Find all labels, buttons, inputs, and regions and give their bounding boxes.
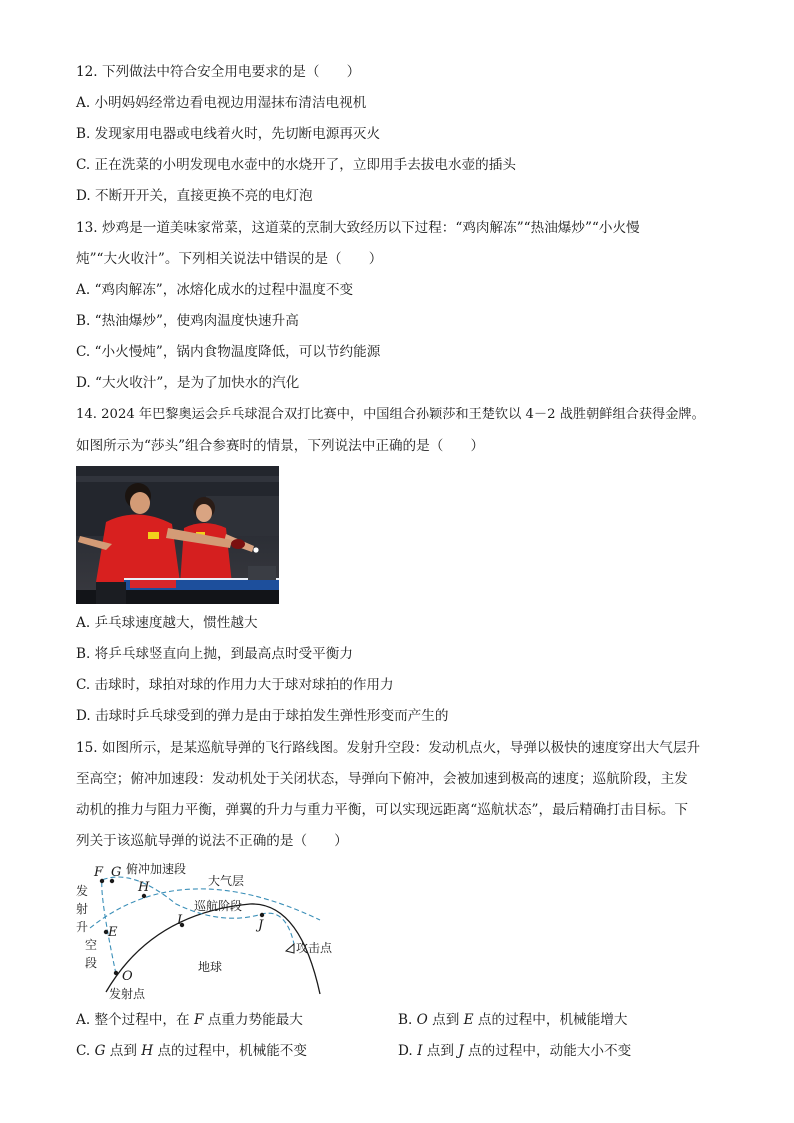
q15-c-post: 点的过程中，机械能不变 bbox=[153, 1043, 307, 1059]
q14-option-b: B. 将乒乓球竖直向上抛，到最高点时受平衡力 bbox=[76, 646, 353, 662]
label-f: F bbox=[94, 865, 104, 880]
q13-option-d: D. “大火收汁”，是为了加快水的汽化 bbox=[76, 375, 300, 391]
label-launch-2: 射 bbox=[76, 902, 89, 916]
label-earth: 地球 bbox=[198, 960, 223, 974]
q15-a-post: 点重力势能最大 bbox=[203, 1012, 303, 1028]
q15-b-var2: E bbox=[463, 1012, 474, 1028]
q15-d-pre: D. bbox=[398, 1043, 418, 1059]
q15-b-pre: B. bbox=[398, 1012, 417, 1028]
q15-option-c bbox=[76, 1042, 307, 1060]
q15-d-var2: J bbox=[458, 1043, 464, 1059]
q15-c-var1: G bbox=[94, 1043, 106, 1059]
q15-d-var1: I bbox=[417, 1043, 423, 1059]
q15-option-d bbox=[398, 1042, 631, 1060]
q15-option-b bbox=[398, 1011, 627, 1029]
label-dive: 俯冲加速段 bbox=[126, 862, 187, 876]
q15-c-pre: C. bbox=[76, 1043, 95, 1059]
q15-option-a bbox=[76, 1011, 303, 1029]
q13-stem-line1: 13. 炒鸡是一道美味家常菜，这道菜的烹制大致经历以下过程：“鸡肉解冻”“热油爆炒”“小火慢 bbox=[76, 220, 640, 236]
q12-option-d: D. 不断开开关，直接更换不亮的电灯泡 bbox=[76, 188, 313, 204]
label-launch-5: 段 bbox=[85, 956, 98, 970]
label-cruise: 巡航阶段 bbox=[194, 899, 243, 913]
label-h: H bbox=[138, 880, 150, 895]
label-launch-3: 升 bbox=[76, 920, 89, 934]
q13-stem-line2: 炖”“大火收汁”。下列相关说法中错误的是（ ） bbox=[76, 251, 383, 267]
label-o: O bbox=[122, 969, 133, 984]
q15-b-mid: 点到 bbox=[427, 1012, 464, 1028]
q15-stem-line3: 动机的推力与阻力平衡，弹翼的升力与重力平衡，可以实现远距离“巡航状态”，最后精确打击目标。下 bbox=[76, 802, 689, 818]
q14-option-d: D. 击球时乒乓球受到的弹力是由于球拍发生弹性形变而产生的 bbox=[76, 708, 449, 724]
table-tennis-illustration bbox=[76, 466, 279, 604]
q15-c-var2: H bbox=[141, 1043, 154, 1059]
label-atmosphere: 大气层 bbox=[208, 874, 245, 888]
q13-option-a: A. “鸡肉解冻”，冰熔化成水的过程中温度不变 bbox=[76, 282, 354, 298]
q13-option-b: B. “热油爆炒”，使鸡肉温度快速升高 bbox=[76, 313, 299, 329]
q12-option-c: C. 正在洗菜的小明发现电水壶中的水烧开了，立即用手去拔电水壶的插头 bbox=[76, 157, 516, 173]
label-j: J bbox=[258, 918, 264, 933]
q14-stem-line1: 14. 2024 年巴黎奥运会乒乓球混合双打比赛中，中国组合孙颖莎和王楚钦以 4－2 战胜朝鲜组合获得金牌。 bbox=[76, 407, 705, 422]
q15-b-var1: O bbox=[416, 1012, 428, 1028]
label-i: I bbox=[177, 913, 183, 928]
q12-option-b: B. 发现家用电器或电线着火时，先切断电源再灭火 bbox=[76, 126, 381, 142]
q15-a-pre: A. 整个过程中，在 bbox=[76, 1012, 194, 1028]
q15-c-mid: 点到 bbox=[105, 1043, 142, 1059]
label-e: E bbox=[108, 925, 118, 940]
q12-stem: 12. 下列做法中符合安全用电要求的是（ ） bbox=[76, 64, 361, 80]
q15-stem-line4: 列关于该巡航导弹的说法不正确的是（ ） bbox=[76, 833, 348, 849]
q14-option-a: A. 乒乓球速度越大，惯性越大 bbox=[76, 615, 258, 631]
point-o-dot bbox=[114, 971, 118, 975]
q15-b-post: 点的过程中，机械能增大 bbox=[473, 1012, 628, 1028]
label-launch-4: 空 bbox=[85, 938, 98, 952]
q14-stem-line2: 如图所示为“莎头”组合参赛时的情景，下列说法中正确的是（ ） bbox=[76, 438, 485, 454]
label-launch-point: 发射点 bbox=[109, 987, 146, 1001]
point-j-dot bbox=[260, 913, 264, 917]
q15-stem-line2: 至高空；俯冲加速段：发动机处于关闭状态，导弹向下俯冲，会被加速到极高的速度；巡航阶段，主发 bbox=[76, 771, 688, 787]
q12-option-a: A. 小明妈妈经常边看电视边用湿抹布清洁电视机 bbox=[76, 95, 367, 111]
q15-stem-line1: 15. 如图所示，是某巡航导弹的飞行路线图。发射升空段：发动机点火，导弹以极快的速度穿出大气层升 bbox=[76, 740, 701, 756]
label-g: G bbox=[111, 865, 122, 880]
label-attack: 攻击点 bbox=[296, 941, 333, 955]
q13-option-c: C. “小火慢炖”，锅内食物温度降低，可以节约能源 bbox=[76, 344, 381, 360]
q14-option-c: C. 击球时，球拍对球的作用力大于球对球拍的作用力 bbox=[76, 677, 394, 693]
q15-d-mid: 点到 bbox=[422, 1043, 459, 1059]
q15-d-post: 点的过程中，动能大小不变 bbox=[463, 1043, 632, 1059]
q15-a-var: F bbox=[193, 1012, 204, 1028]
table-tennis-photo bbox=[76, 466, 279, 604]
missile-flight-diagram bbox=[72, 858, 372, 1004]
attack-arrow-icon bbox=[286, 944, 294, 953]
label-launch-1: 发 bbox=[76, 884, 89, 898]
